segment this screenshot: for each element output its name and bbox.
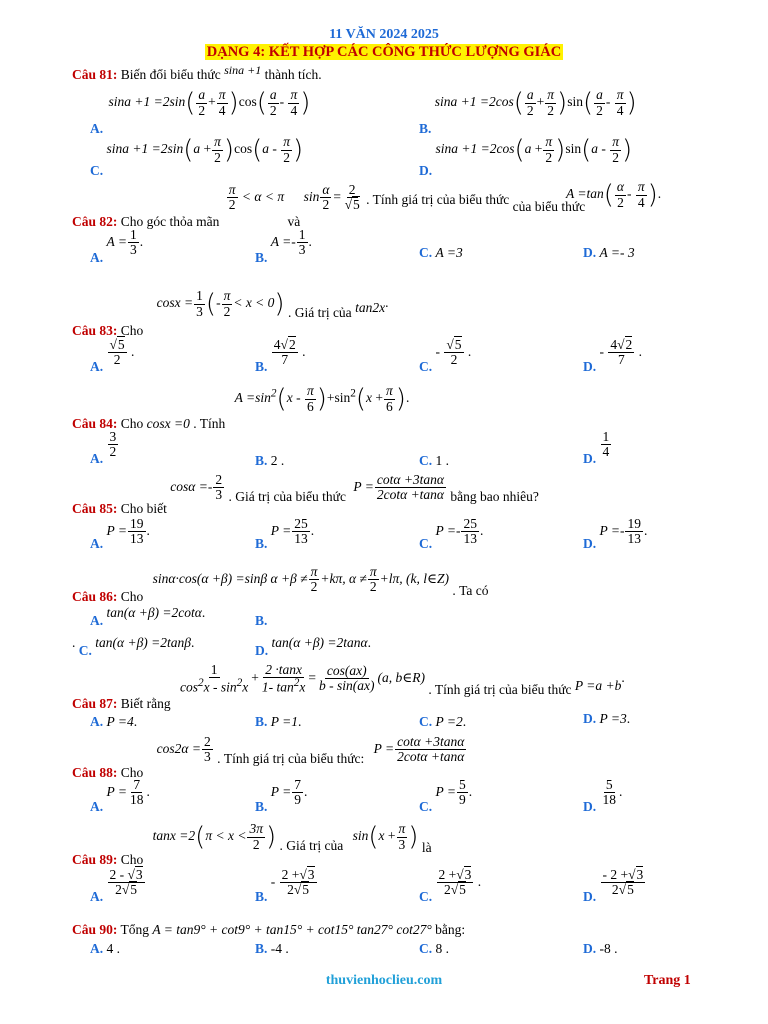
q89-option-b: B. - $\frac{2 +√3}{2√5}$ — [255, 867, 315, 904]
q90-option-c: C. 8 . — [419, 941, 449, 956]
q82-option-d: D. A =- 3 — [583, 245, 635, 260]
q85-option-a: A. P = $\frac{19}{13}$ . — [90, 516, 150, 551]
q85-option-b: B. P = $\frac{25}{13}$ . — [255, 516, 315, 551]
q82-option-b: B. A =- $\frac{1}{3}$ . — [255, 227, 312, 265]
question-90: Câu 90: Tổng A = tan9° + cot9° + tan15° + cot15° tan27° cot27° bằng: — [72, 922, 466, 937]
q83-option-d: D. - $\frac{4√2}{7}$ . — [583, 337, 643, 374]
q87-option-d: D. P =3. — [583, 711, 631, 726]
q89-option-c: C. $\frac{2 +√3}{2√5}$ . — [419, 867, 482, 904]
q86-option-a: A. tan(α +β) =2cotα. — [90, 605, 206, 628]
q89-option-a: A. $\frac{2 - √3}{2√5}$ — [90, 867, 143, 904]
q88-option-d: D. $\frac{5}{18}$ . — [583, 777, 623, 814]
question-82: Câu 82: Cho góc thỏa mãn $\frac{\pi}{2}$ < α < π và sin $\frac{\alpha}{2}$ = $\frac{2}{√5}$ . Tính giá trị của biểu thức của biểu thức — [72, 182, 586, 229]
question-87: Câu 87: Biết rằng $\frac{1}{\cos^2x - \sin^2x}$ + $\frac{2 \cdot\tan x}{1- \tan^2x}$ = $\frac{\cos(ax)}{b - \sin(ax)}$ (a, b∈R) . Tính giá trị của biểu thức P =a +b. — [72, 662, 625, 712]
q84-option-c: C. 1 . — [419, 453, 449, 468]
q82-expression: A =tan( $\frac{\alpha}{2}$ - $\frac{\pi}{4}$ ). — [566, 179, 662, 210]
q90-option-a: A. 4 . — [90, 941, 120, 956]
q87-option-a: A. P =4. — [90, 714, 138, 729]
q81-option-b: B. sina +1 =2cos( $\frac{a}{2}$ + $\frac{\pi}{2}$ )sin( $\frac{a}{2}$ - $\frac{\pi}{4}$ ) — [419, 87, 637, 137]
page-number: Trang 1 — [644, 973, 691, 988]
q81-option-d: D. sina +1 =2cos(a + $\frac{\pi}{2}$ )sin(a - $\frac{\pi}{2}$ ) — [419, 134, 633, 179]
q83-option-c: C. - $\frac{√5}{2}$ . — [419, 337, 472, 374]
q87-option-c: C. P =2. — [419, 714, 467, 729]
q82-option-c: C. A =3 — [419, 245, 463, 260]
q81-option-a: A. sina +1 =2sin( $\frac{a}{2}$ + $\frac{\pi}{4}$ )cos( $\frac{a}{2}$ - $\frac{\pi}{4}$ ) — [90, 87, 311, 137]
q86-option-b: B. — [255, 613, 268, 628]
q84-option-a: A. $\frac{3}{2}$ — [90, 429, 117, 466]
q81-option-c: C. sina +1 =2sin(a + $\frac{\pi}{2}$ )cos(a - $\frac{\pi}{2}$ ) — [90, 134, 304, 179]
question-83: Câu 83: Cho cosx = $\frac{1}{3}$ (- $\frac{\pi}{2}$ < x < 0) . Giá trị của tan2x. — [72, 288, 389, 339]
question-81: Câu 81: Biến đổi biểu thức sina +1 thành tích. — [72, 63, 322, 82]
q84-option-d: D. $\frac{1}{4}$ — [583, 429, 610, 466]
q84-option-b: B. 2 . — [255, 453, 285, 468]
question-85: Câu 85: Cho biết cosα =- $\frac{2}{3}$ . Giá trị của biểu thức P = $\frac{\cot\alpha +3\tan\alpha}{2\cot\alpha +\tan\alpha}$ bằng bao nhiêu? — [72, 472, 539, 516]
document-header: 11 VĂN 2024 2025 — [329, 27, 439, 42]
q86-option-c: . C. tan(α +β) =2tanβ. — [72, 635, 195, 658]
q83-option-b: B. $\frac{4√2}{7}$ . — [255, 337, 306, 374]
q87-option-b: B. P =1. — [255, 714, 302, 729]
q88-option-a: A. P = $\frac{7}{18}$ . — [90, 777, 150, 814]
q85-option-d: D. P =- $\frac{19}{13}$ . — [583, 516, 648, 551]
q88-option-b: B. P = $\frac{7}{9}$ . — [255, 777, 308, 814]
q89-option-d: D. $\frac{- 2 +√3}{2√5}$ — [583, 867, 644, 904]
question-86: Câu 86: Cho sinα·cos(α +β) =sinβ α +β ≠ $\frac{\pi}{2}$ +kπ, α ≠ $\frac{\pi}{2}$ +lπ, (k, l∈Z) . Ta có — [72, 564, 489, 604]
question-84: Câu 84: Cho cosx =0 . Tính $A =\sin^2(x$ - $\frac{\pi}{6}$ )$+\sin^2(x$ + $\frac{\pi}{6}$ ). — [72, 383, 410, 432]
q86-option-d: D. tan(α +β) =2tanα. — [255, 635, 371, 658]
q90-option-d: D. -8 . — [583, 941, 618, 956]
section-title: DẠNG 4: KẾT HỢP CÁC CÔNG THỨC LƯỢNG GIÁC — [206, 44, 562, 60]
question-89: Câu 89: Cho tanx =2(π < x < $\frac{3\pi}{2}$ ) . Giá trị của sin(x + $\frac{\pi}{3}$ ) là — [72, 821, 432, 868]
question-88: Câu 88: Cho cos2α = $\frac{2}{3}$ . Tính giá trị của biểu thức: P = $\frac{\cot\alpha +3\tan\alpha}{2\cot\alpha +\tan\alpha}$ — [72, 734, 465, 780]
q82-option-a: A. A = $\frac{1}{3}$ . — [90, 227, 144, 265]
q85-option-c: C. P =- $\frac{25}{13}$ . — [419, 516, 484, 551]
q83-option-a: A. $\frac{√5}{2}$ . — [90, 337, 135, 374]
q90-option-b: B. -4 . — [255, 941, 289, 956]
footer-site-link[interactable]: thuvienhoclieu.com — [325, 973, 443, 988]
q88-option-c: C. P = $\frac{5}{9}$ . — [419, 777, 473, 814]
